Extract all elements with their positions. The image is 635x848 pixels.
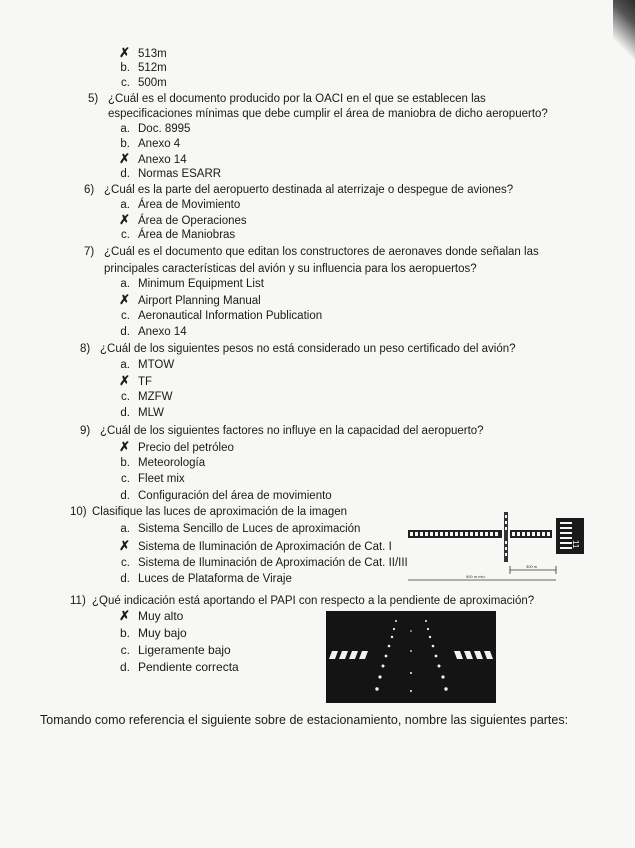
q4-option-a: ✗ 513m xyxy=(110,46,167,61)
q5-question-line2: especificaciones mínimas que debe cumplir el área de maniobra de dicho aeropuerto? xyxy=(108,108,548,120)
q7-option-c: c. Aeronautical Information Publication xyxy=(121,310,323,322)
x-mark-icon: ✗ xyxy=(119,151,130,166)
q8-option-a: a. MTOW xyxy=(120,359,175,371)
page-corner-shadow xyxy=(613,0,635,60)
q9-option-b: b. Meteorología xyxy=(120,457,206,469)
q11-question: 11) ¿Qué indicación está aportando el PAPI con respecto a la pendiente de aproximación? xyxy=(70,595,535,607)
q6-question: 6) ¿Cuál es la parte del aeropuerto destinada al aterrizaje o despegue de aviones? xyxy=(84,184,514,196)
x-mark-icon: ✗ xyxy=(119,45,130,60)
q8-option-d: d. MLW xyxy=(120,407,164,419)
q5-option-d: d. Normas ESARR xyxy=(120,168,222,180)
q6-option-b: ✗ Área de Operaciones xyxy=(110,213,247,228)
q11-option-c: c. Ligeramente bajo xyxy=(120,643,231,657)
q5-question: 5) ¿Cuál es el documento producido por la OACI en el que se establecen las xyxy=(88,93,486,105)
q9-option-c: c. Fleet mix xyxy=(121,473,185,485)
x-mark-icon: ✗ xyxy=(119,538,130,553)
q7-question: 7) ¿Cuál es el documento que editan los constructores de aeronaves donde señalan las xyxy=(84,246,539,258)
runway-number: 11 xyxy=(571,540,580,549)
q6-option-a: a. Área de Movimiento xyxy=(120,199,241,211)
q8-option-c: c. MZFW xyxy=(121,391,173,403)
q5-option-c: ✗ Anexo 14 xyxy=(110,152,187,167)
x-mark-icon: ✗ xyxy=(119,608,130,623)
dim-900: 900 m min. xyxy=(466,574,486,579)
q6-option-c: c. Área de Maniobras xyxy=(121,229,236,241)
x-mark-icon: ✗ xyxy=(119,439,130,454)
x-mark-icon: ✗ xyxy=(119,212,130,227)
q10-option-c: c. Sistema de Iluminación de Aproximación de Cat. II/III xyxy=(121,557,408,569)
approach-lights-figure xyxy=(406,508,584,588)
x-mark-icon: ✗ xyxy=(119,292,130,307)
x-mark-icon: ✗ xyxy=(119,373,130,388)
q5-option-a: a. Doc. 8995 xyxy=(120,123,191,135)
q10-option-a: a. Sistema Sencillo de Luces de aproximación xyxy=(120,523,361,535)
q7-option-a: a. Minimum Equipment List xyxy=(120,278,264,290)
footer-instruction: Tomando como referencia el siguiente sobre de estacionamiento, nombre las siguientes partes: xyxy=(40,713,569,727)
q7-option-b: ✗ Airport Planning Manual xyxy=(110,293,261,308)
q9-question: 9) ¿Cuál de los siguientes factores no influye en la capacidad del aeropuerto? xyxy=(80,425,484,437)
q5-option-b: b. Anexo 4 xyxy=(120,138,181,150)
q11-option-b: b. Muy bajo xyxy=(119,626,187,640)
q7-option-d: d. Anexo 14 xyxy=(120,326,187,338)
q10-option-b: ✗ Sistema de Iluminación de Aproximación de Cat. I xyxy=(110,539,392,554)
q4-option-b: b. 512m xyxy=(120,62,167,74)
q8-option-b: ✗ TF xyxy=(110,374,152,389)
q4-option-c: c. 500m xyxy=(121,77,167,89)
papi-figure xyxy=(326,611,496,703)
q10-question: 10) Clasifique las luces de aproximación de la imagen xyxy=(70,506,348,518)
q11-option-a: ✗ Muy alto xyxy=(110,609,183,623)
q9-option-d: d. Configuración del área de movimiento xyxy=(120,490,332,502)
dim-300: 300 m xyxy=(526,564,538,569)
q8-question: 8) ¿Cuál de los siguientes pesos no está considerado un peso certificado del avión? xyxy=(80,343,516,355)
q7-question-line2: principales características del avión y su influencia para los aeropuertos? xyxy=(104,263,477,275)
q11-option-d: d. Pendiente correcta xyxy=(119,660,239,674)
q10-option-d: d. Luces de Plataforma de Viraje xyxy=(120,573,292,585)
q9-option-a: ✗ Precio del petróleo xyxy=(110,440,234,455)
